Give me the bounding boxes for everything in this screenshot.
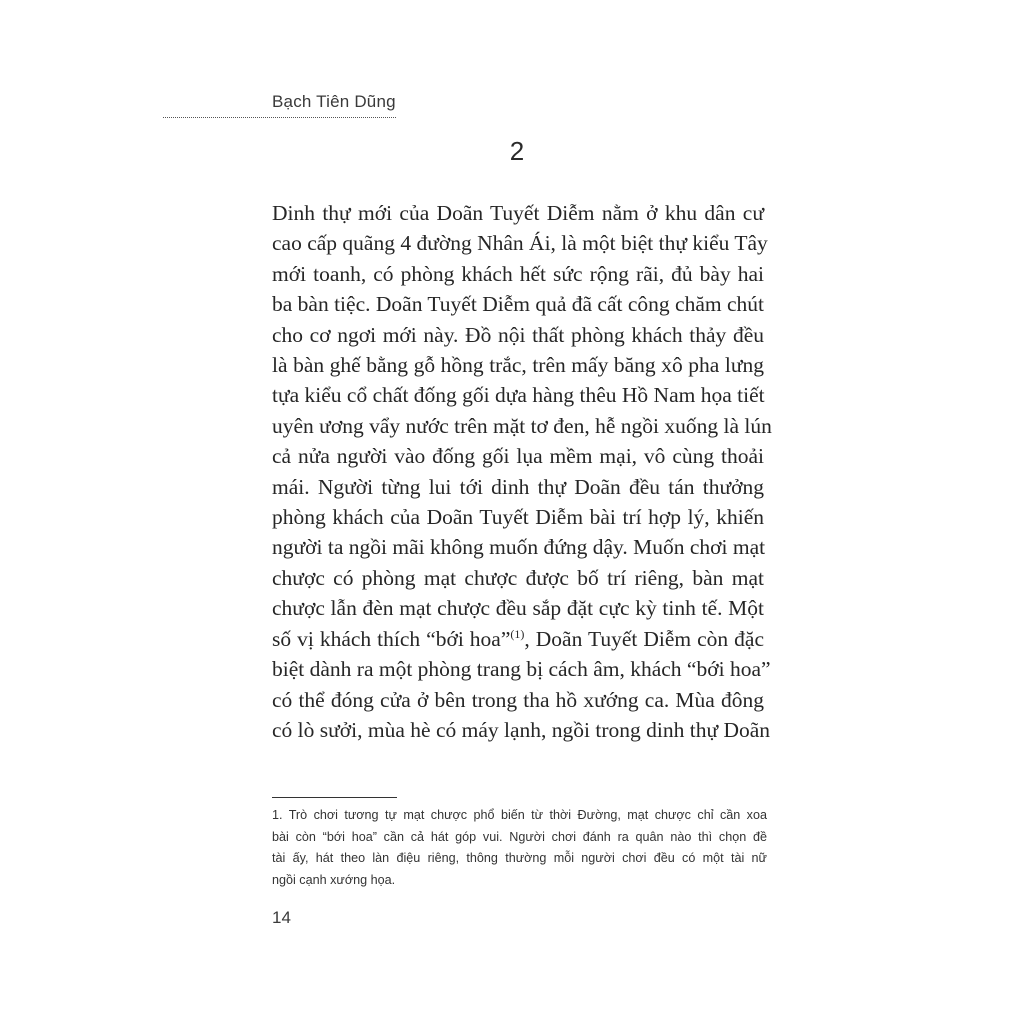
chapter-number: 2 (509, 136, 525, 166)
body-line: tựa kiểu cổ chất đống gối dựa hàng thêu Hồ Nam họa tiết (272, 383, 765, 408)
body-line: là bàn ghế bằng gỗ hồng trắc, trên mấy băng xô pha lưng (272, 353, 764, 378)
footnote (272, 805, 767, 891)
running-header-author: Bạch Tiên Dũng (272, 92, 396, 111)
body-line: có thể đóng cửa ở bên trong tha hồ xướng ca. Mùa đông (272, 687, 764, 712)
footnote-reference[interactable]: (1) (510, 626, 525, 641)
body-line: Dinh thự mới của Doãn Tuyết Diễm nằm ở khu dân cư (272, 201, 764, 225)
body-line: có lò sưởi, mùa hè có máy lạnh, ngồi trong dinh thự Doãn (272, 717, 771, 742)
page-number: 14 (272, 908, 291, 927)
body-line-with-footnote-ref (272, 624, 764, 654)
footnote-line: 1. Trò chơi tương tự mạt chược phổ biến từ thời Đường, mạt chược chỉ cần xoa (272, 808, 767, 822)
body-line: chược lẫn đèn mạt chược đều sắp đặt cực kỳ tinh tế. Một (272, 596, 764, 621)
body-line: cả nửa người vào đống gối lụa mềm mại, vô cùng thoải (272, 444, 764, 469)
body-text-segment: số vị khách thích “bới hoa” (272, 626, 511, 651)
body-line: biệt dành ra một phòng trang bị cách âm, khách “bới hoa” (272, 657, 771, 682)
body-line: phòng khách của Doãn Tuyết Diễm bài trí hợp lý, khiến (272, 505, 764, 530)
body-text-segment: , Doãn Tuyết Diễm còn đặc (524, 626, 765, 651)
footnote-line: tài ấy, hát theo làn điệu riêng, thông thường mỗi người chơi đều có một tài nữ (272, 851, 767, 865)
body-line: ba bàn tiệc. Doãn Tuyết Diễm quả đã cất công chăm chút (272, 292, 764, 317)
body-line: người ta ngồi mãi không muốn đứng dậy. Muốn chơi mạt (272, 535, 766, 560)
body-line: mới toanh, có phòng khách hết sức rộng rãi, đủ bày hai (272, 261, 764, 286)
body-line: chược có phòng mạt chược được bố trí riêng, bàn mạt (272, 565, 764, 590)
footnote-line: ngồi cạnh xướng họa. (272, 872, 396, 887)
header-dotted-rule (163, 117, 396, 118)
body-line: cho cơ ngơi mới này. Đồ nội thất phòng khách thảy đều (272, 322, 764, 347)
body-line: mái. Người từng lui tới dinh thự Doãn đều tán thưởng (272, 474, 764, 499)
footnote-separator (272, 797, 397, 798)
body-paragraph (272, 198, 772, 745)
body-line: cao cấp quãng 4 đường Nhân Ái, là một biệt thự kiểu Tây (272, 231, 768, 256)
footnote-line: bài còn “bới hoa” cần cả hát góp vui. Người chơi đánh ra quân nào thì chọn đề (272, 829, 767, 844)
body-line: uyên ương vẩy nước trên mặt tơ đen, hễ ngồi xuống là lún (272, 413, 772, 438)
